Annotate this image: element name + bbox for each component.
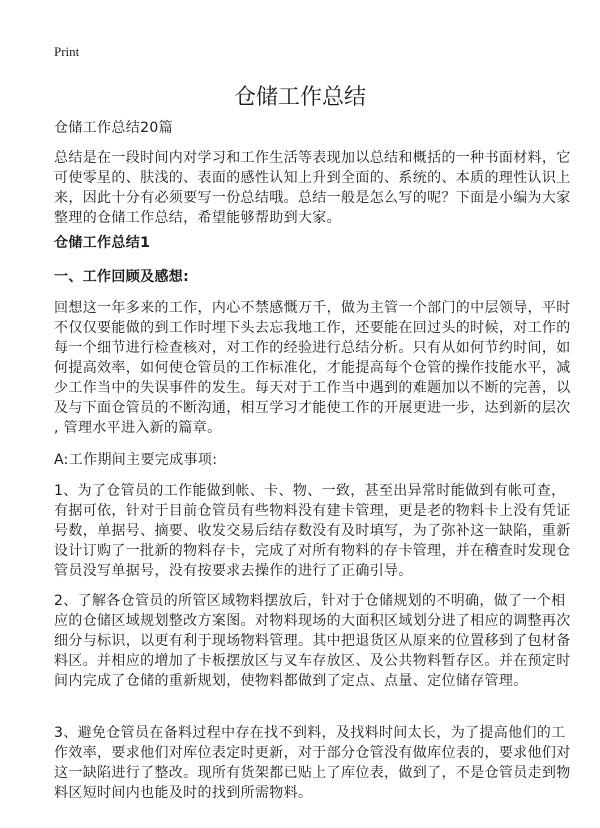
text-line: , 管理水平进入新的篇章。 bbox=[54, 420, 222, 436]
item-1-paragraph bbox=[54, 481, 571, 581]
subtitle: 仓储工作总结20篇 bbox=[54, 120, 173, 136]
text-line: 细分与标识，以更有利于现场物料管理。其中把退货区从原来的位置移到了包材备 bbox=[54, 633, 571, 649]
text-line: 回想这一年多来的工作，内心不禁感慨万千，做为主管一个部门的中层领导，平时 bbox=[54, 300, 571, 316]
section-title: 仓储工作总结1 bbox=[54, 235, 151, 251]
text-line: 1、为了仓管员的工作能做到帐、卡、物、一致，甚至出异常时能做到有帐可查， bbox=[54, 483, 566, 499]
item-3-paragraph bbox=[54, 723, 571, 803]
text-line: 料区短时间内也能及时的找到所需物料。 bbox=[54, 785, 313, 801]
text-line: 整理的仓储工作总结，希望能够帮助到大家。 bbox=[54, 210, 341, 226]
text-line: 何提高效率，如何使仓管员的工作标准化，才能提高每个仓管的操作技能水平，减 bbox=[54, 360, 571, 376]
text-line: 有据可依，针对于目前仓管员有些物料没有建卡管理，更是老的物料卡上没有凭证 bbox=[54, 503, 571, 519]
text-line: 这一缺陷进行了整改。现所有货架都已贴上了库位表，做到了，不是仓管员走到物 bbox=[54, 765, 571, 781]
heading-a: A:工作期间主要完成事项: bbox=[54, 452, 218, 468]
text-line: 设计订购了一批新的物料存卡，完成了对所有物料的存卡管理，并在稽查时发现仓 bbox=[54, 543, 571, 559]
intro-paragraph bbox=[54, 148, 571, 228]
text-line: 作效率，要求他们对库位表定时更新，对于部分仓管没有做库位表的，要求他们对 bbox=[54, 745, 571, 761]
review-paragraph bbox=[54, 298, 571, 438]
text-line: 每一个细节进行检查核对，对工作的经验进行总结分析。只有从如何节约时间，如 bbox=[54, 340, 571, 356]
text-line: 号数，单据号、摘要、收发交易后结存数没有及时填写，为了弥补这一缺陷，重新 bbox=[54, 523, 571, 539]
text-line: 2、了解各仓管员的所管区域物料摆放后，针对于仓储规划的不明确，做了一个相 bbox=[54, 593, 566, 609]
text-line: 可使零星的、肤浅的、表面的感性认知上升到全面的、系统的、本质的理性认识上 bbox=[54, 170, 571, 186]
text-line: 及与下面仓管员的不断沟通，相互学习才能使工作的开展更进一步，达到新的层次 bbox=[54, 400, 571, 416]
text-line: 料区。并相应的增加了卡板摆放区与叉车存放区、及公共物料暂存区。并在预定时 bbox=[54, 653, 571, 669]
text-line: 管员没写单据号，没有按要求去操作的进行了正确引导。 bbox=[54, 563, 413, 579]
text-line: 3、避免仓管员在备料过程中存在找不到料，及找料时间太长，为了提高他们的工 bbox=[54, 725, 566, 741]
text-line: 不仅仅要能做的到工作时埋下头去忘我地工作，还要能在回过头的时候，对工作的 bbox=[54, 320, 571, 336]
text-line: 应的仓储区域规划整改方案图。对物料现场的大面积区域划分进了相应的调整再次 bbox=[54, 613, 571, 629]
text-line: 来，因此十分有必须要写一份总结哦。总结一般是怎么写的呢？下面是小编为大家 bbox=[54, 190, 571, 206]
item-2-paragraph bbox=[54, 591, 571, 691]
print-label: Print bbox=[54, 44, 80, 59]
text-line: 总结是在一段时间内对学习和工作生活等表现加以总结和概括的一种书面材料，它 bbox=[54, 150, 571, 166]
heading-review: 一、工作回顾及感想: bbox=[54, 269, 190, 285]
text-line: 少工作当中的失误事件的发生。每天对于工作当中遇到的难题加以不断的完善，以 bbox=[54, 380, 571, 396]
text-line: 间内完成了仓储的重新规划，使物料都做到了定点、点量、定位储存管理。 bbox=[54, 673, 528, 689]
page-title: 仓储工作总结 bbox=[233, 85, 366, 110]
